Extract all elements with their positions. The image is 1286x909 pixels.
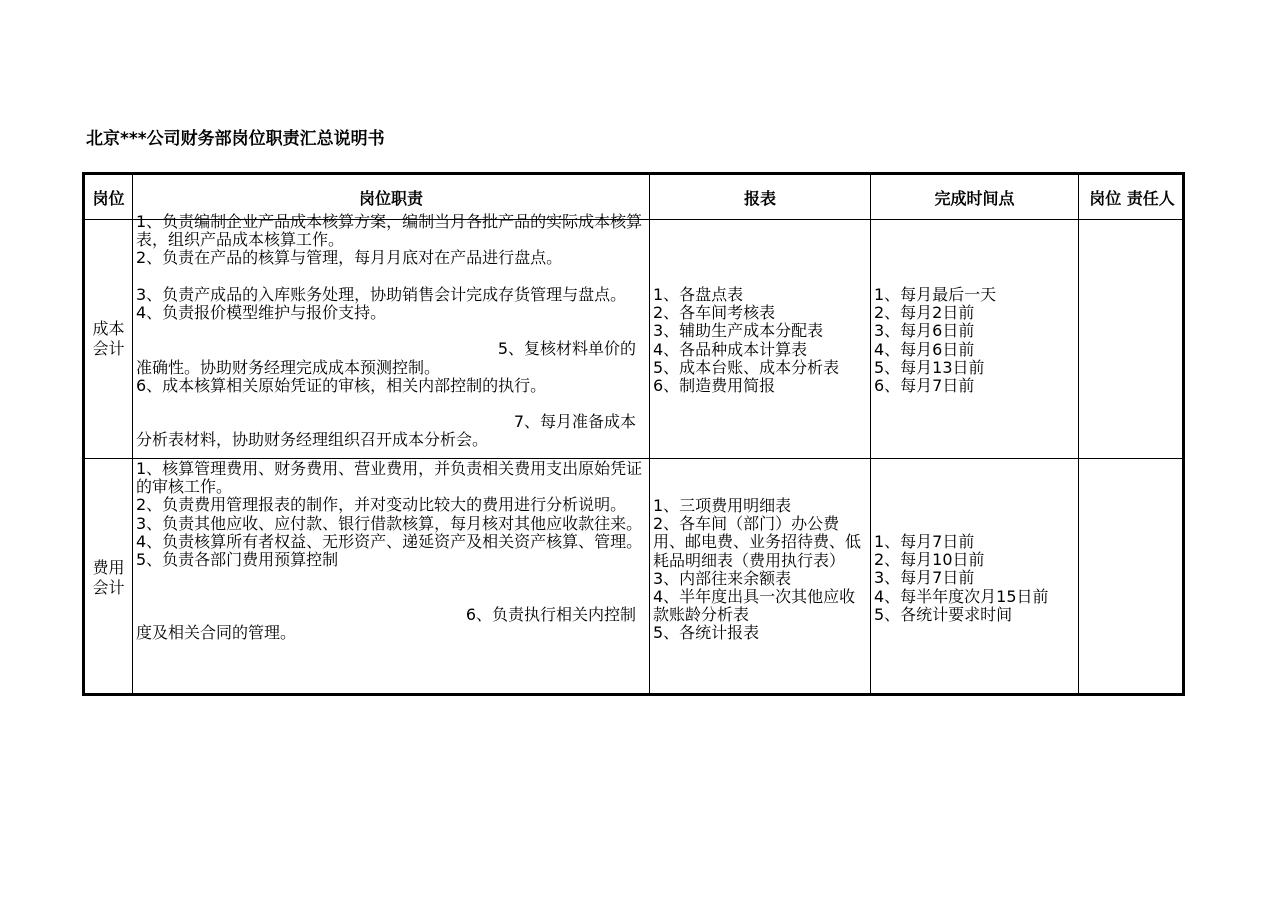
report-item: 1、三项费用明细表 bbox=[653, 497, 792, 515]
deadline-item: 2、每月2日前 bbox=[874, 303, 975, 323]
deadline-item: 3、每月6日前 bbox=[874, 321, 975, 341]
report-item: 3、内部往来余额表 bbox=[653, 568, 792, 588]
deadline-item: 6、每月7日前 bbox=[874, 376, 975, 396]
document-title: 北京***公司财务部岗位职责汇总说明书 bbox=[86, 129, 385, 149]
owner-cell bbox=[1079, 220, 1185, 458]
deadline-item: 3、每月7日前 bbox=[874, 568, 975, 588]
duty-item: 准确性。协助财务经理完成成本预测控制。 bbox=[136, 357, 441, 377]
deadline-item: 1、每月最后一天 bbox=[874, 286, 997, 304]
duty-item: 6、负责执行相关内控制 bbox=[465, 604, 636, 624]
post-label: 成本会计 bbox=[92, 319, 125, 358]
deadline-item: 2、每月10日前 bbox=[874, 550, 985, 570]
report-item: 5、成本台账、成本分析表 bbox=[653, 357, 840, 377]
header-reports: 报表 bbox=[743, 188, 776, 208]
report-item: 4、半年度出具一次其他应收款账龄分析表 bbox=[653, 587, 856, 625]
duty-item: 4、负责核算所有者权益、无形资产、递延资产及相关资产核算、管理。 bbox=[136, 531, 643, 551]
duty-item: 分析表材料，协助财务经理组织召开成本分析会。 bbox=[136, 430, 489, 450]
duties-cell bbox=[136, 213, 644, 458]
deadline-item: 4、每月6日前 bbox=[874, 339, 975, 359]
deadline-cell bbox=[874, 533, 1076, 683]
col-divider bbox=[649, 175, 650, 693]
duty-item: 1、核算管理费用、财务费用、营业费用，并负责相关费用支出原始凭证的审核工作。 bbox=[136, 460, 643, 497]
duty-item: 4、负责报价模型维护与报价支持。 bbox=[136, 303, 387, 322]
duty-item: 5、负责各部门费用预算控制 bbox=[136, 550, 339, 570]
duty-item: 2、负责在产品的核算与管理，每月月底对在产品进行盘点。 bbox=[136, 248, 563, 268]
duty-item: 1、负责编制企业产品成本核算方案，编制当月各批产品的实际成本核算表，组织产品成本核算工作。 bbox=[136, 213, 643, 250]
report-item: 3、辅助生产成本分配表 bbox=[653, 321, 824, 341]
duties-cell bbox=[136, 460, 644, 696]
duty-item: 5、复核材料单价的 bbox=[497, 339, 636, 359]
duty-item: 2、负责费用管理报表的制作，并对变动比较大的费用进行分析说明。 bbox=[136, 495, 627, 515]
duty-item: 度及相关合同的管理。 bbox=[136, 622, 297, 642]
col-divider bbox=[132, 175, 133, 693]
post-cell bbox=[85, 459, 132, 696]
header-deadline: 完成时间点 bbox=[934, 188, 1015, 208]
duties-table bbox=[82, 172, 1185, 696]
header-post: 岗位 bbox=[92, 188, 125, 208]
reports-cell bbox=[653, 497, 867, 695]
duty-item: 3、负责产成品的入库账务处理，协助销售会计完成存货管理与盘点。 bbox=[136, 284, 627, 304]
header-owner: 岗位 责任人 bbox=[1089, 188, 1175, 208]
post-label: 费用会计 bbox=[92, 557, 125, 597]
report-item: 6、制造费用简报 bbox=[653, 376, 776, 396]
row-divider bbox=[85, 458, 1182, 459]
duty-item: 7、每月准备成本 bbox=[513, 412, 636, 432]
header-duties: 岗位职责 bbox=[358, 188, 423, 208]
deadline-item: 5、每月13日前 bbox=[874, 357, 985, 377]
duty-item: 6、成本核算相关原始凭证的审核，相关内部控制的执行。 bbox=[136, 375, 547, 395]
deadline-cell bbox=[874, 286, 1076, 456]
deadline-item: 5、各统计要求时间 bbox=[874, 604, 1013, 624]
deadline-item: 4、每半年度次月15日前 bbox=[874, 586, 1049, 606]
reports-cell bbox=[653, 286, 867, 456]
report-item: 4、各品种成本计算表 bbox=[653, 339, 808, 359]
deadline-item: 1、每月7日前 bbox=[874, 533, 975, 551]
owner-cell bbox=[1079, 459, 1185, 696]
duty-item: 3、负责其他应收、应付款、银行借款核算，每月核对其他应收款往来。 bbox=[136, 513, 643, 533]
report-item: 2、各车间考核表 bbox=[653, 303, 776, 323]
report-item: 5、各统计报表 bbox=[653, 623, 760, 643]
col-divider bbox=[870, 175, 871, 693]
report-item: 1、各盘点表 bbox=[653, 286, 744, 304]
post-cell bbox=[85, 220, 132, 458]
report-item: 2、各车间（部门）办公费用、邮电费、业务招待费、低耗品明细表（费用执行表） bbox=[653, 514, 862, 570]
